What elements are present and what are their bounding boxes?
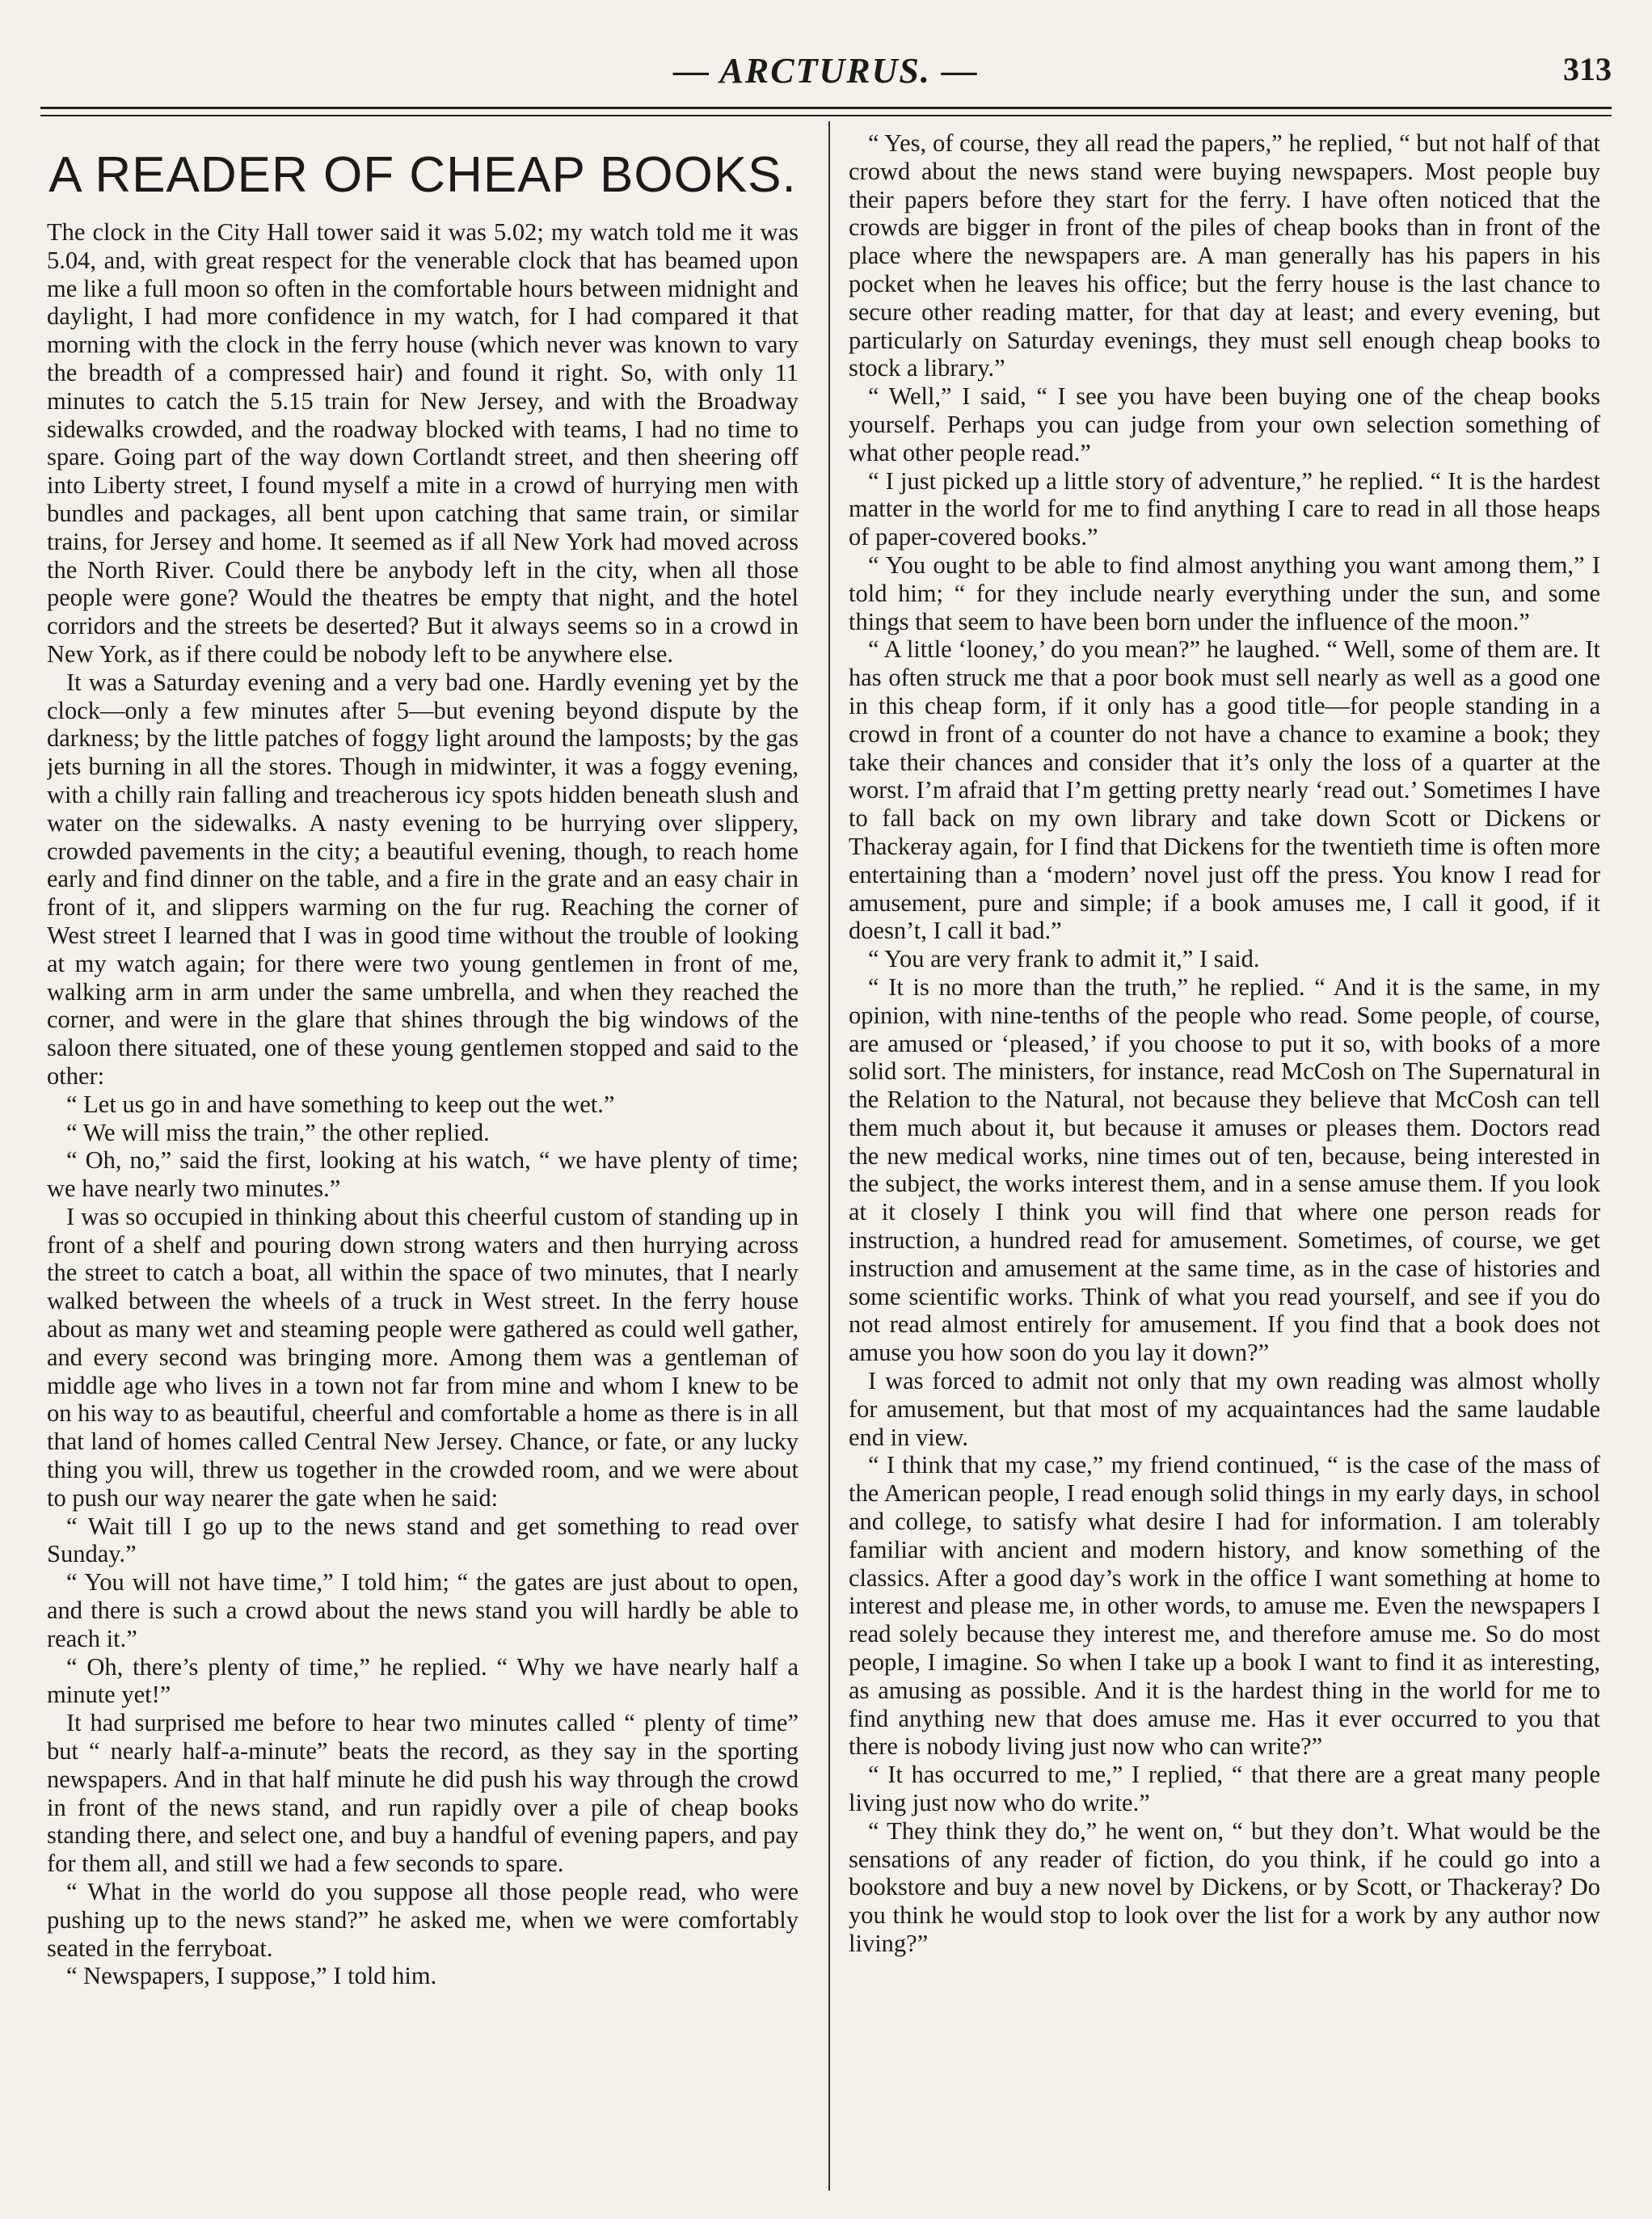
- paragraph: I was so occupied in thinking about this cheerful custom of standing up in front of a shelf and pouring down strong waters and then hurrying across the street to catch a boat, all within the space of two minutes, that I nearly walked between the wheels of a truck in West street. In the ferry house about as many wet and steaming people were gathered as could well gather, and every second was bringing more. Among them was a gentleman of middle age who lives in a town not far from mine and whom I knew to be on his way to as beautiful, cheerful and comfortable a home as there is in all that land of homes called Central New Jersey. Chance, or fate, or any lucky thing you will, threw us together in the crowded room, and we were about to push our way nearer the gate when he said:: [47, 1202, 799, 1512]
- paragraph: “ Oh, no,” said the first, looking at his watch, “ we have plenty of time; we have nearly two minutes.”: [47, 1146, 799, 1203]
- paragraph: “ What in the world do you suppose all those people read, who were pushing up to the news stand?” he asked me, when we were comfortably seated in the ferryboat.: [47, 1878, 799, 1962]
- paragraph: “ A little ‘looney,’ do you mean?” he laughed. “ Well, some of them are. It has often struck me that a poor book must sell nearly as well as a good one in this cheap form, if it only has a good title—for people standing in a crowd in front of a counter do not have a chance to examine a book; they take their chances and consider that it’s only the loss of a quarter at the worst. I’m afraid that I’m getting pretty nearly ‘read out.’ Sometimes I have to fall back on my own library and take down Scott or Dickens or Thackeray again, for I find that Dickens for the twentieth time is often more entertaining than a ‘modern’ novel just off the press. You know I read for amusement, pure and simple; if a book amuses me, I call it good, if it doesn’t, I call it bad.”: [849, 635, 1600, 945]
- column-divider: [828, 121, 830, 2191]
- paragraph: The clock in the City Hall tower said it was 5.02; my watch told me it was 5.04, and, with great respect for the venerable clock that has beamed upon me like a full moon so often in the comfortable hours between midnight and daylight, I had more confidence in my watch, for I had compared it that morning with the clock in the ferry house (which never was known to vary the breadth of a compressed hair) and found it right. So, with only 11 minutes to catch the 5.15 train for New Jersey, and with the Broadway sidewalks crowded, and the roadway blocked with teams, I had no time to spare. Going part of the way down Cortlandt street, and then sheering off into Liberty street, I found myself a mite in a crowd of hurrying men with bundles and packages, all bent upon catching that same train, or similar trains, for Jersey and home. It seemed as if all New York had moved across the North River. Could there be anybody left in the city, when all those people were gone? Would the theatres be empty that night, and the hotel corridors and the streets be deserted? But it always seems so in a crowd in New York, as if there could be nobody left to be anywhere else.: [47, 218, 799, 668]
- paragraph: “ Oh, there’s plenty of time,” he replied. “ Why we have nearly half a minute yet!”: [47, 1652, 799, 1709]
- paragraph: “ Well,” I said, “ I see you have been buying one of the cheap books yourself. Perhaps you can judge from your own selection something of what other people read.”: [849, 382, 1600, 466]
- paragraph: “ Yes, of course, they all read the papers,” he replied, “ but not half of that crowd about the news stand were buying newspapers. Most people buy their papers before they start for the ferry. I have often noticed that the crowds are bigger in front of the piles of cheap books than in front of the place where the newspapers are. A man generally has his papers in his pocket when he leaves his office; but the ferry house is the last chance to secure other reading matter, for that day at least; and every evening, but particularly on Saturday evenings, they must sell enough cheap books to stock a library.”: [849, 129, 1600, 382]
- paragraph: “ You are very frank to admit it,” I said.: [868, 945, 1260, 973]
- running-header: [40, 50, 1612, 99]
- paragraph: “ Wait till I go up to the news stand and get something to read over Sunday.”: [47, 1512, 799, 1568]
- paragraph: “ It is no more than the truth,” he replied. “ And it is the same, in my opinion, with nine-tenths of the people who read. Some people, of course, are amused or ‘pleased,’ if you choose to put it so, with books of a more solid sort. The ministers, for instance, read McCosh on The Supernatural in the Relation to the Natural, not because they believe that McCosh can tell them much about it, but because it amuses or pleases them. Doctors read the new medical works, nine times out of ten, because, being interested in the subject, the works interest them, and in a sense amuse them. If you look at it closely I think you will find that where one person reads for instruction, a hundred read for amusement. Sometimes, of course, we get instruction and amusement at the same time, as in the case of histories and some scientific works. Think of what you read yourself, and see if you do not read almost entirely for amusement. If you find that a book does not amuse you how soon do you lay it down?”: [849, 972, 1600, 1367]
- paragraph: “ You will not have time,” I told him; “ the gates are just about to open, and there is such a crowd about the news stand you will hardly be able to reach it.”: [47, 1568, 799, 1652]
- paragraph: “ It has occurred to me,” I replied, “ that there are a great many people living just now who do write.”: [849, 1761, 1600, 1817]
- paragraph: “ You ought to be able to find almost anything you want among them,” I told him; “ for they include nearly everything under the sun, and some things that seem to have been born under the influence of the moon.”: [849, 551, 1600, 635]
- left-column: [47, 129, 799, 2191]
- paragraph: “ I think that my case,” my friend continued, “ is the case of the mass of the American people, I read enough solid things in my early days, in school and college, to satisfy what desire I had for information. I am tolerably familiar with ancient and modern history, and know something of the classics. After a good day’s work in the office I want something at home to interest and please me, in other words, to amuse me. Even the newspapers I read solely because they interest me, and therefore amuse me. So do most people, I imagine. So when I take up a book I want to find it as interesting, as amusing as possible. And it is the hardest thing in the world for me to find anything new that does amuse me. Has it ever occurred to you that there is nobody living just now who can write?”: [849, 1451, 1600, 1761]
- page-number: 313: [1563, 51, 1612, 87]
- paragraph: “ Newspapers, I suppose,” I told him.: [66, 1962, 437, 1990]
- paragraph: “ I just picked up a little story of adventure,” he replied. “ It is the hardest matter in the world for me to find anything I care to read in all those heaps of paper-covered books.”: [849, 466, 1600, 551]
- running-title: — ARCTURUS. —: [673, 51, 979, 91]
- paragraph: It had surprised me before to hear two minutes called “ plenty of time” but “ nearly half-a-minute” beats the record, as they say in the sporting newspapers. And in that half minute he did push his way through the crowd in front of the news stand, and run rapidly over a pile of cheap books standing there, and select one, and buy a handful of evening papers, and pay for them all, and still we had a few seconds to spare.: [47, 1709, 799, 1878]
- paragraph: “ Let us go in and have something to keep out the wet.”: [66, 1090, 615, 1118]
- article-title: A READER OF CHEAP BOOKS.: [48, 147, 797, 203]
- paragraph: “ We will miss the train,” the other replied.: [66, 1118, 490, 1146]
- paragraph: It was a Saturday evening and a very bad one. Hardly evening yet by the clock—only a few minutes after 5—but evening beyond dispute by the darkness; by the little patches of foggy light around the lamposts; by the gas jets burning in all the stores. Though in midwinter, it was a foggy evening, with a chilly rain falling and treacherous icy spots hidden beneath slush and water on the sidewalks. A nasty evening to be hurrying over slippery, crowded pavements in the city; a beautiful evening, though, to reach home early and find dinner on the table, and a fire in the grate and an easy chair in front of it, and slippers warming on the fur rug. Reaching the corner of West street I learned that I was in good time without the trouble of looking at my watch again; for there were two young gentlemen in front of me, walking arm in arm under the same umbrella, and when they reached the corner, and were in the glare that shines through the big windows of the saloon there situated, one of these young gentlemen stopped and said to the other:: [47, 668, 799, 1090]
- header-rule-thin: [40, 115, 1612, 116]
- right-column: [849, 129, 1600, 2191]
- paragraph: “ They think they do,” he went on, “ but they don’t. What would be the sensations of any reader of fiction, do you think, if he could go into a bookstore and buy a new novel by Dickens, or by Scott, or Thackeray? Do you think he would stop to look over the list for a work by any author now living?”: [849, 1816, 1600, 1957]
- header-rule: [40, 107, 1612, 109]
- paragraph: I was forced to admit not only that my own reading was almost wholly for amusement, but that most of my acquaintances had the same laudable end in view.: [849, 1367, 1600, 1451]
